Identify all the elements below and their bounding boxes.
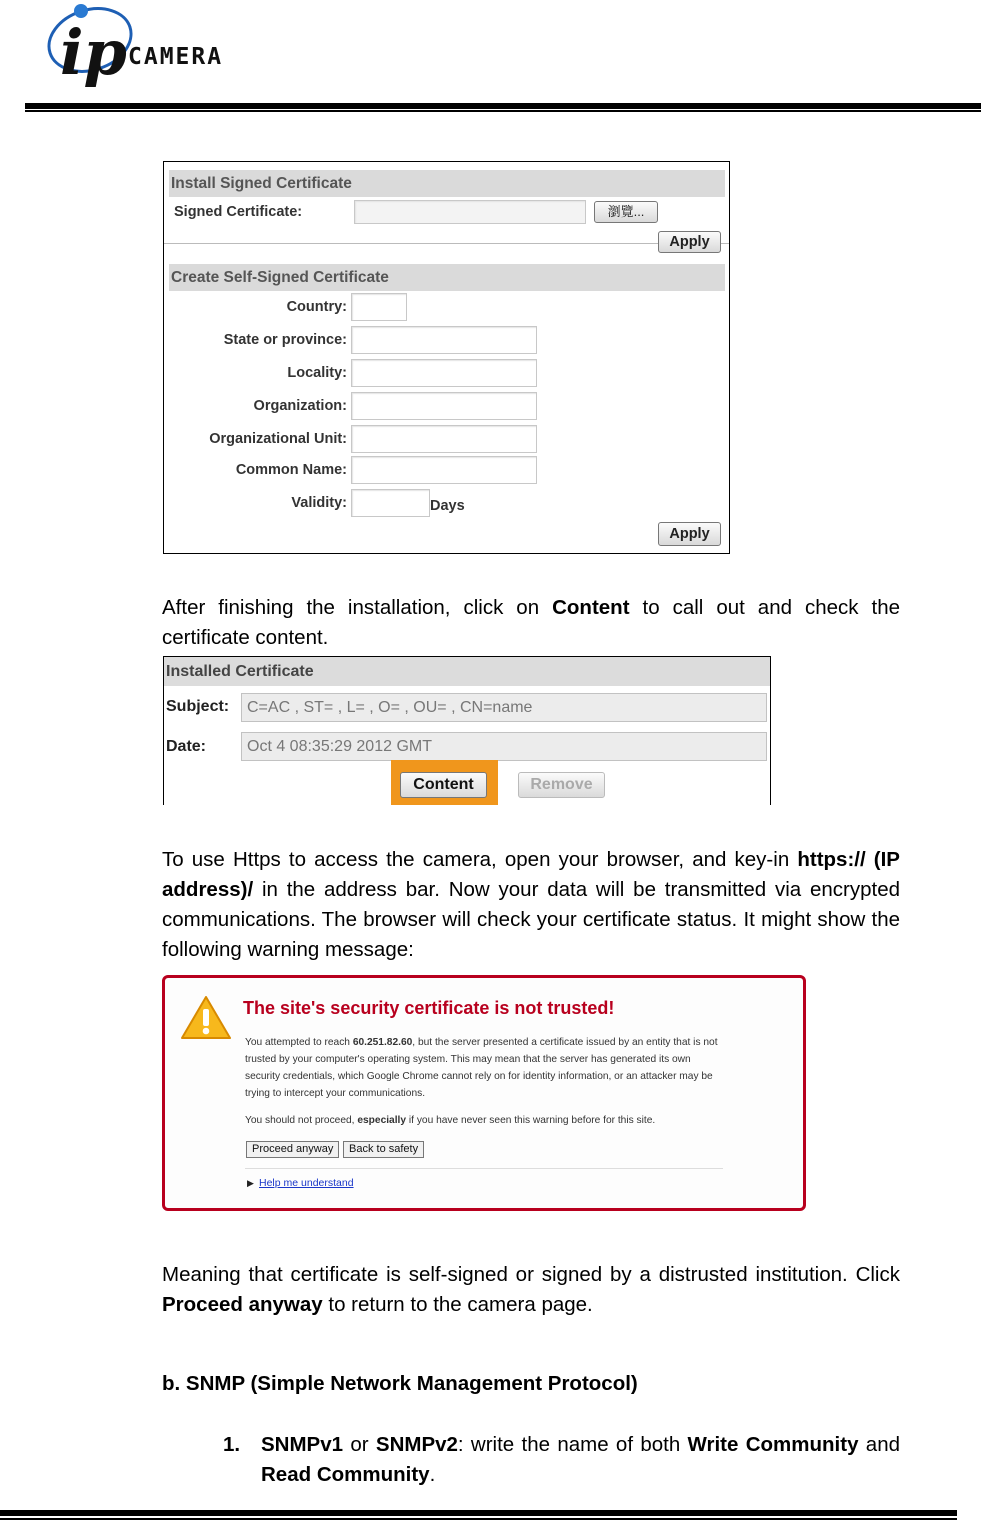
footer-rule-thick bbox=[0, 1510, 957, 1516]
organization-label: Organization: bbox=[253, 398, 347, 414]
warning-p1-before: You attempted to reach bbox=[245, 1037, 353, 1048]
days-label: Days bbox=[430, 498, 465, 514]
para1-bold: Content bbox=[552, 596, 630, 619]
subject-field: C=AC , ST= , L= , O= , OU= , CN=name bbox=[241, 693, 767, 722]
certificate-warning-screenshot bbox=[162, 975, 806, 1211]
header-rule-thin bbox=[25, 110, 981, 112]
validity-label: Validity: bbox=[291, 495, 347, 511]
help-me-understand-link[interactable]: Help me understand bbox=[259, 1177, 354, 1189]
expand-arrow-icon: ▶ bbox=[247, 1178, 254, 1188]
logo-graphic bbox=[38, 0, 308, 92]
list1-snmpv1: SNMPv1 bbox=[261, 1433, 344, 1456]
remove-button[interactable]: Remove bbox=[518, 772, 605, 798]
date-field: Oct 4 08:35:29 2012 GMT bbox=[241, 732, 767, 761]
list1-t1: or bbox=[343, 1433, 376, 1456]
list1-t4: . bbox=[429, 1463, 436, 1486]
footer-rule-thin bbox=[0, 1518, 957, 1520]
list1-t2: : write the name of both bbox=[457, 1433, 688, 1456]
browse-button[interactable]: 瀏覽... bbox=[594, 201, 658, 223]
back-to-safety-button[interactable]: Back to safety bbox=[343, 1141, 424, 1158]
logo-ip-text: ip bbox=[60, 16, 127, 89]
org-unit-label: Organizational Unit: bbox=[209, 431, 347, 447]
para1-after: to call out and check the certificate content. bbox=[162, 596, 900, 649]
locality-input[interactable] bbox=[351, 359, 537, 387]
para3-bold: Proceed anyway bbox=[162, 1293, 323, 1316]
logo-camera-text: CAMERA bbox=[128, 44, 224, 70]
validity-input[interactable] bbox=[351, 489, 430, 517]
warning-p2-after: if you have never seen this warning before for this site. bbox=[406, 1115, 656, 1126]
signed-cert-label: Signed Certificate: bbox=[174, 204, 303, 220]
para2-url: https:// (IP address)/ bbox=[162, 848, 900, 901]
common-name-label: Common Name: bbox=[235, 462, 347, 478]
country-label: Country: bbox=[286, 299, 347, 315]
warning-triangle-icon bbox=[180, 995, 232, 1041]
warning-paragraph-2 bbox=[245, 1112, 725, 1129]
list1-snmpv2: SNMPv2 bbox=[375, 1433, 458, 1456]
para2-t2: in the address bar. Now your data will be transmitted via encrypted communications. The browser will check your certificate status. It might show the following warning message: bbox=[162, 878, 900, 961]
country-input[interactable] bbox=[351, 293, 407, 321]
para2-t1: To use Https to access the camera, open your browser, and key-in bbox=[162, 848, 798, 871]
header-rule-thick bbox=[25, 103, 981, 109]
warning-p2-bold: especially bbox=[357, 1115, 407, 1126]
state-label: State or province: bbox=[223, 332, 347, 348]
list1-write-community: Write Community bbox=[687, 1433, 859, 1456]
paragraph-proceed-explanation bbox=[162, 1260, 900, 1320]
section-divider bbox=[164, 243, 729, 244]
apply-create-button[interactable]: Apply bbox=[658, 522, 721, 546]
content-button[interactable]: Content bbox=[400, 772, 487, 798]
paragraph-https-instruction bbox=[162, 845, 900, 965]
create-self-signed-title: Create Self-Signed Certificate bbox=[169, 264, 725, 291]
install-signed-cert-title: Install Signed Certificate bbox=[169, 170, 725, 197]
date-label: Date: bbox=[166, 738, 207, 755]
warning-paragraph-1 bbox=[245, 1034, 725, 1102]
paragraph-content-instruction bbox=[162, 593, 900, 653]
state-input[interactable] bbox=[351, 326, 537, 354]
warning-p2-before: You should not proceed, bbox=[245, 1115, 358, 1126]
apply-install-button[interactable]: Apply bbox=[658, 231, 721, 253]
section-b-heading: b. SNMP (Simple Network Management Protocol) bbox=[162, 1372, 638, 1395]
warning-p1-after: , but the server presented a certificate issued by an entity that is not trusted by your computer's operating system. This may mean that the server has generated its own security credentials, which Google Chrome cannot rely on for identity information, or an attacker may be trying to intercept your communications. bbox=[245, 1037, 718, 1099]
certificate-form-screenshot bbox=[163, 161, 730, 554]
proceed-anyway-button[interactable]: Proceed anyway bbox=[246, 1141, 339, 1158]
organization-input[interactable] bbox=[351, 392, 537, 420]
list-item-snmp bbox=[261, 1430, 900, 1490]
subject-label: Subject: bbox=[166, 698, 230, 715]
list1-t3: and bbox=[858, 1433, 900, 1456]
para1-before: After finishing the installation, click on bbox=[162, 596, 553, 619]
para3-t2: to return to the camera page. bbox=[322, 1293, 593, 1316]
signed-cert-file-input[interactable] bbox=[354, 200, 586, 224]
ip-camera-logo bbox=[38, 0, 308, 92]
locality-label: Locality: bbox=[287, 365, 347, 381]
warning-title: The site's security certificate is not trusted! bbox=[243, 998, 615, 1018]
para3-t1: Meaning that certificate is self-signed or signed by a distrusted institution. Click bbox=[162, 1263, 900, 1286]
list-item-number: 1. bbox=[223, 1433, 241, 1456]
warning-divider bbox=[245, 1168, 723, 1169]
installed-certificate-screenshot bbox=[163, 656, 771, 805]
org-unit-input[interactable] bbox=[351, 425, 537, 453]
list1-read-community: Read Community bbox=[261, 1463, 430, 1486]
common-name-input[interactable] bbox=[351, 456, 537, 484]
installed-cert-title: Installed Certificate bbox=[164, 657, 770, 686]
warning-ip-address: 60.251.82.60 bbox=[352, 1037, 413, 1048]
